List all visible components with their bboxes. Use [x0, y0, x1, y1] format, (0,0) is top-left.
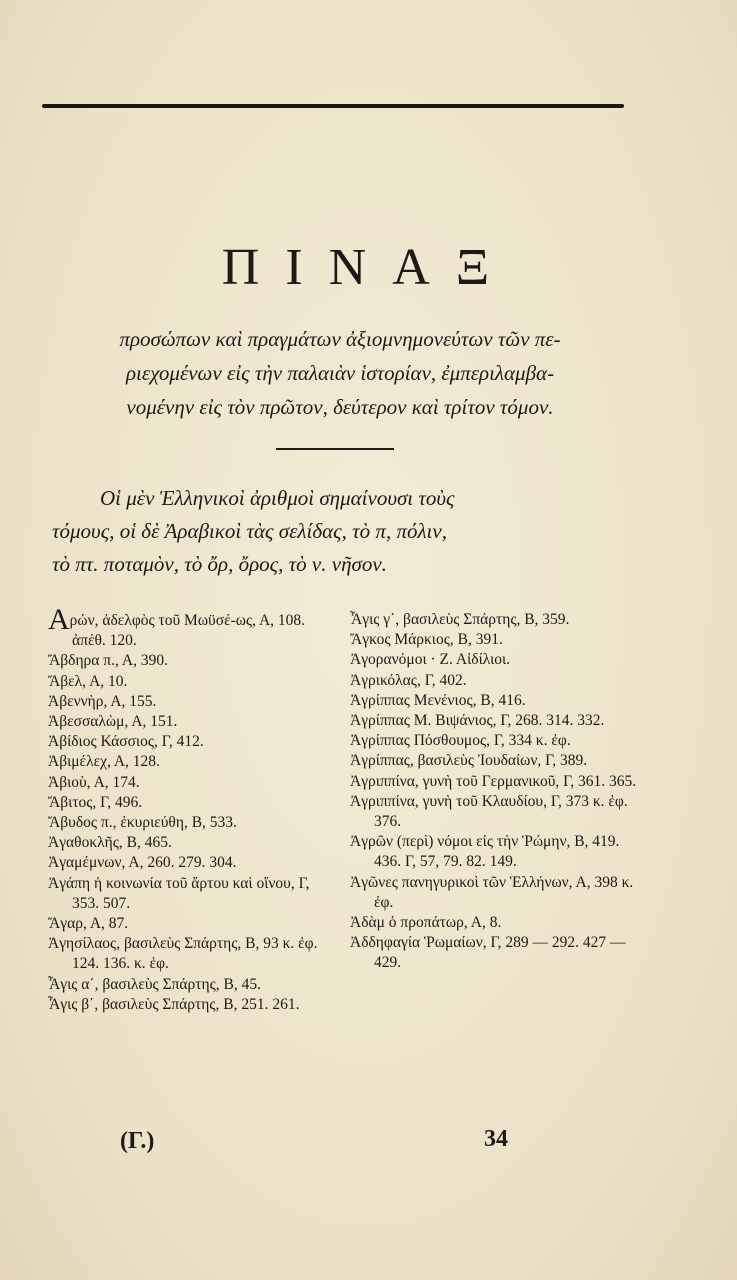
page-title: ΠΙΝΑΞ [221, 239, 516, 296]
subtitle-line: προσώπων καὶ πραγμάτων ἀξιομνημονεύτων τῶν πε- [119, 327, 561, 351]
index-entry: Ἀγαθοκλῆς, Β, 465. [48, 834, 172, 852]
index-entry: Ἀγριππίνα, γυνὴ τοῦ Κλαυδίου, Γ, 373 κ. ἐφ. 376. [350, 792, 628, 831]
index-column-right [350, 610, 640, 974]
index-entry: Ἀγριππίνα, γυνὴ τοῦ Γερμανικοῦ, Γ, 361. 365. [350, 772, 637, 790]
subtitle-line: ριεχομένων εἰς τὴν παλαιὰν ἱστορίαν, ἐμπεριλαμβα- [125, 361, 555, 385]
index-entry: Ἄγκος Μάρκιος, Β, 391. [350, 631, 503, 649]
index-entry: Ἄβιτος, Γ, 496. [48, 793, 143, 811]
index-entry: Ἀγρίππας Μ. Βιψάνιος, Γ, 268. 314. 332. [350, 712, 605, 730]
top-rule [42, 104, 624, 108]
index-column-left [48, 603, 338, 1015]
divider-rule [276, 448, 394, 450]
index-entry: Ἆγις γ΄, βασιλεὺς Σπάρτης, Β, 359. [350, 611, 570, 628]
index-entry: Ἀβίδιος Κάσσιος, Γ, 412. [48, 733, 204, 751]
explanatory-note [52, 482, 630, 581]
index-entry: Ἀγρίππας, βασιλεὺς Ἰουδαίων, Γ, 389. [350, 752, 588, 770]
index-entry: Ἄγαρ, Α, 87. [48, 915, 129, 933]
note-line: Οἱ μὲν Ἑλληνικοὶ ἀριθμοὶ σημαίνουσι τοὺς [100, 486, 455, 510]
index-entry: Ἀγρίππας Πόσθουμος, Γ, 334 κ. ἐφ. [350, 732, 571, 750]
note-line: τόμους, οἱ δὲ Ἀραβικοὶ τὰς σελίδας, τὸ π, πόλιν, [52, 519, 447, 543]
index-entry: Ἀβιμέλεχ, Α, 128. [48, 753, 160, 771]
index-entry: Ἄβυδος π., ἐκυριεύθη, Β, 533. [48, 814, 237, 832]
index-entry: Ἀγάπη ἡ κοινωνία τοῦ ἄρτου καὶ οἴνου, Γ, 353. 507. [48, 874, 310, 912]
index-entry: Ἀβιοὺ, Α, 174. [48, 773, 140, 791]
subtitle [40, 322, 640, 424]
index-entry: Ἆγις α΄, βασιλεὺς Σπάρτης, Β, 45. [48, 975, 261, 993]
page-number: 34 [484, 1126, 508, 1152]
index-entry: Ἄβδηρα π., Α, 390. [48, 652, 168, 670]
subtitle-line: νομένην εἰς τὸν πρῶτον, δεύτερον καὶ τρίτον τόμον. [126, 395, 554, 419]
index-entry: Ἄβελ, Α, 10. [48, 672, 128, 690]
index-entry [48, 603, 338, 651]
index-entry: Ἀγρικόλας, Γ, 402. [350, 671, 467, 689]
index-entry: Ἀδδηφαγία Ῥωμαίων, Γ, 289 — 292. 427 — 429. [350, 934, 626, 972]
index-entry: Ἀγῶνες πανηγυρικοὶ τῶν Ἑλλήνων, Α, 398 κ. ἐφ. [350, 873, 634, 911]
index-entry: Ἀγρῶν (περὶ) νόμοι εἰς τὴν Ῥώμην, Β, 419. 436. Γ, 57, 79. 82. 149. [350, 833, 620, 871]
signature-mark: (Γ.) [120, 1128, 155, 1154]
note-line: τὸ πτ. ποταμὸν, τὸ ὄρ, ὄρος, τὸ ν. νῆσον. [52, 552, 387, 576]
index-entry: Ἆγις β΄, βασιλεὺς Σπάρτης, Β, 251. 261. [48, 995, 300, 1013]
index-entry: Ἀβεσσαλὼμ, Α, 151. [48, 713, 178, 731]
index-entry: Ἀδὰμ ὁ προπάτωρ, Α, 8. [350, 914, 502, 932]
index-entry: Ἀγρίππας Μενένιος, Β, 416. [350, 691, 526, 709]
index-entry-text: ρών, ἀδελφὸς τοῦ Μωϋσέ-ως, Α, 108. ἀπέθ. 120. [69, 612, 306, 650]
index-entry: Ἀγησίλαος, βασιλεὺς Σπάρτης, Β, 93 κ. ἐφ. 124. 136. κ. ἐφ. [48, 935, 318, 973]
initial-letter: Α [48, 603, 70, 636]
index-entry: Ἀβεννὴρ, Α, 155. [48, 692, 157, 710]
index-entry: Ἀγορανόμοι · Ζ. Αἰδίλιοι. [350, 651, 511, 669]
index-entry: Ἀγαμέμνων, Α, 260. 279. 304. [48, 854, 237, 872]
